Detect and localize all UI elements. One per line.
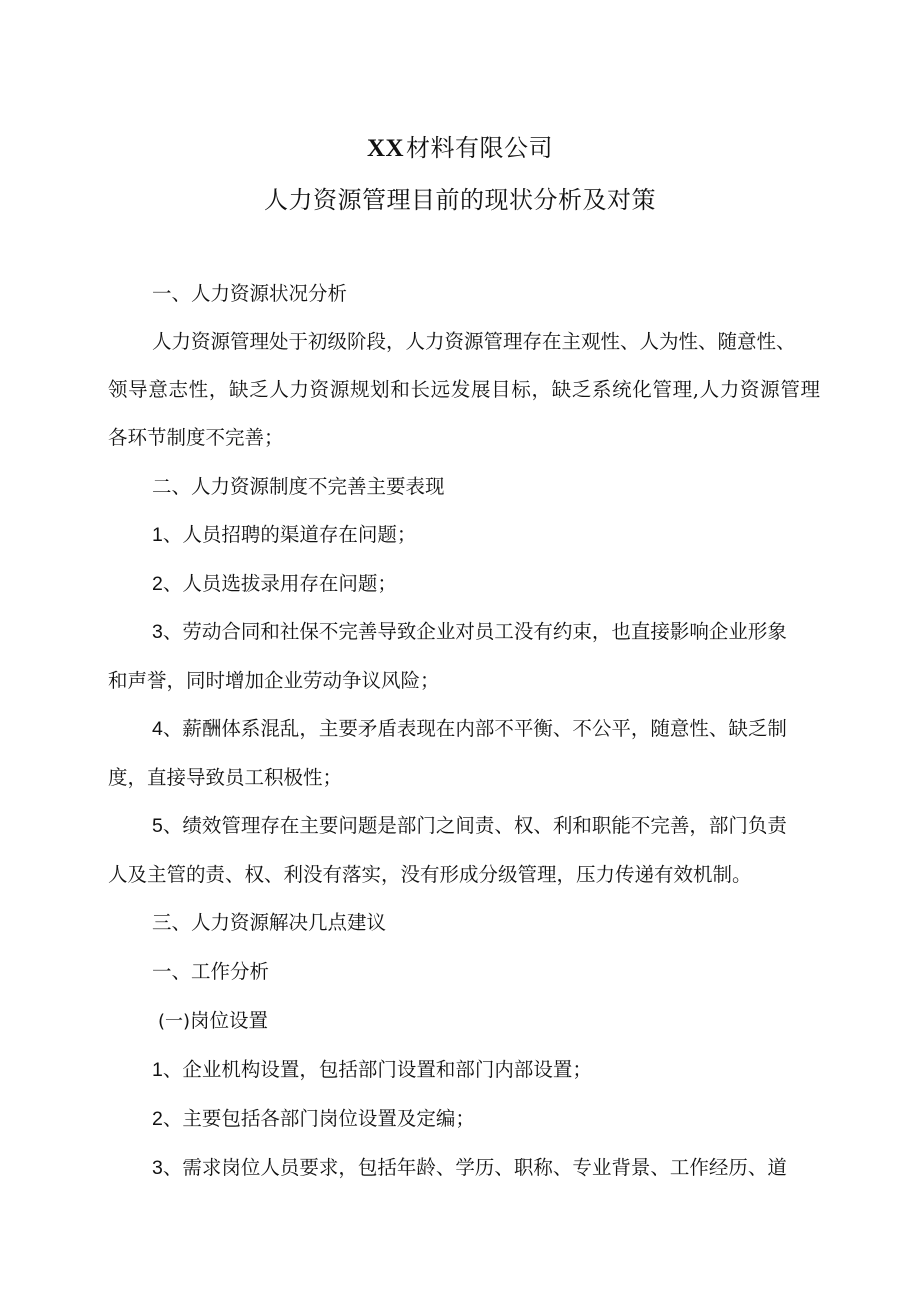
item-number: 2: [152, 573, 163, 595]
company-title: [0, 133, 920, 164]
section2-item-4: [152, 716, 864, 742]
item-number: 4: [152, 718, 163, 740]
section2-item-1: [152, 522, 864, 548]
item-number: 3: [152, 1157, 163, 1179]
item-number: 2: [152, 1108, 163, 1130]
item-number: 1: [152, 1059, 163, 1081]
section1-para-line1: 人力资源管理处于初级阶段，人力资源管理存在主观性、人为性、随意性、: [152, 330, 796, 353]
item-text: 、人员招聘的渠道存在问题；: [162, 523, 417, 546]
item-text: 、薪酬体系混乱，主要矛盾表现在内部不平衡、不公平，随意性、缺乏制: [162, 717, 787, 740]
section2-item-3-continued: 和声誉，同时增加企业劳动争议风险；: [108, 669, 440, 692]
subsection-number: (一): [158, 1011, 191, 1032]
section1-para-line3: 各环节制度不完善；: [108, 426, 284, 449]
section3-subsubheading: [158, 1008, 870, 1035]
item-number: 3: [152, 621, 163, 643]
section1-heading: 一、人力资源状况分析: [152, 282, 348, 305]
document-title: 人力资源管理目前的现状分析及对策: [264, 186, 656, 214]
item-text: 、需求岗位人员要求，包括年龄、学历、职称、专业背景、工作经历、道: [162, 1156, 787, 1179]
item-text: 、绩效管理存在主要问题是部门之间责、权、利和职能不完善，部门负责: [162, 814, 787, 837]
section2-item-4-continued: 度，直接导致员工积极性；: [108, 766, 343, 789]
section3-item-2: [152, 1106, 864, 1132]
item-text: 、主要包括各部门岗位设置及定编；: [162, 1107, 475, 1130]
section2-item-2: [152, 571, 864, 597]
company-title-name: 材料有限公司: [406, 134, 554, 162]
subsection-title: 岗位设置: [190, 1009, 269, 1032]
item-number: 5: [152, 815, 163, 837]
section2-item-3: [152, 619, 864, 645]
item-text: 、人员选拔录用存在问题；: [162, 572, 397, 595]
company-title-prefix: XX: [366, 135, 405, 162]
section1-para-line2: 领导意志性，缺乏人力资源规划和长远发展目标，缺乏系统化管理,人力资源管理: [108, 378, 820, 401]
section2-item-5: [152, 813, 864, 839]
item-text: 、企业机构设置，包括部门设置和部门内部设置；: [162, 1058, 592, 1081]
section2-heading: 二、人力资源制度不完善主要表现: [152, 475, 445, 498]
section3-item-3: [152, 1155, 864, 1181]
item-text: 、劳动合同和社保不完善导致企业对员工没有约束，也直接影响企业形象: [162, 620, 787, 643]
item-number: 1: [152, 524, 163, 546]
section2-item-5-continued: 人及主管的责、权、利没有落实，没有形成分级管理，压力传递有效机制。: [108, 863, 752, 886]
section3-item-1: [152, 1057, 864, 1083]
section3-subheading: 一、工作分析: [152, 960, 270, 983]
section3-heading: 三、人力资源解决几点建议: [152, 911, 387, 934]
